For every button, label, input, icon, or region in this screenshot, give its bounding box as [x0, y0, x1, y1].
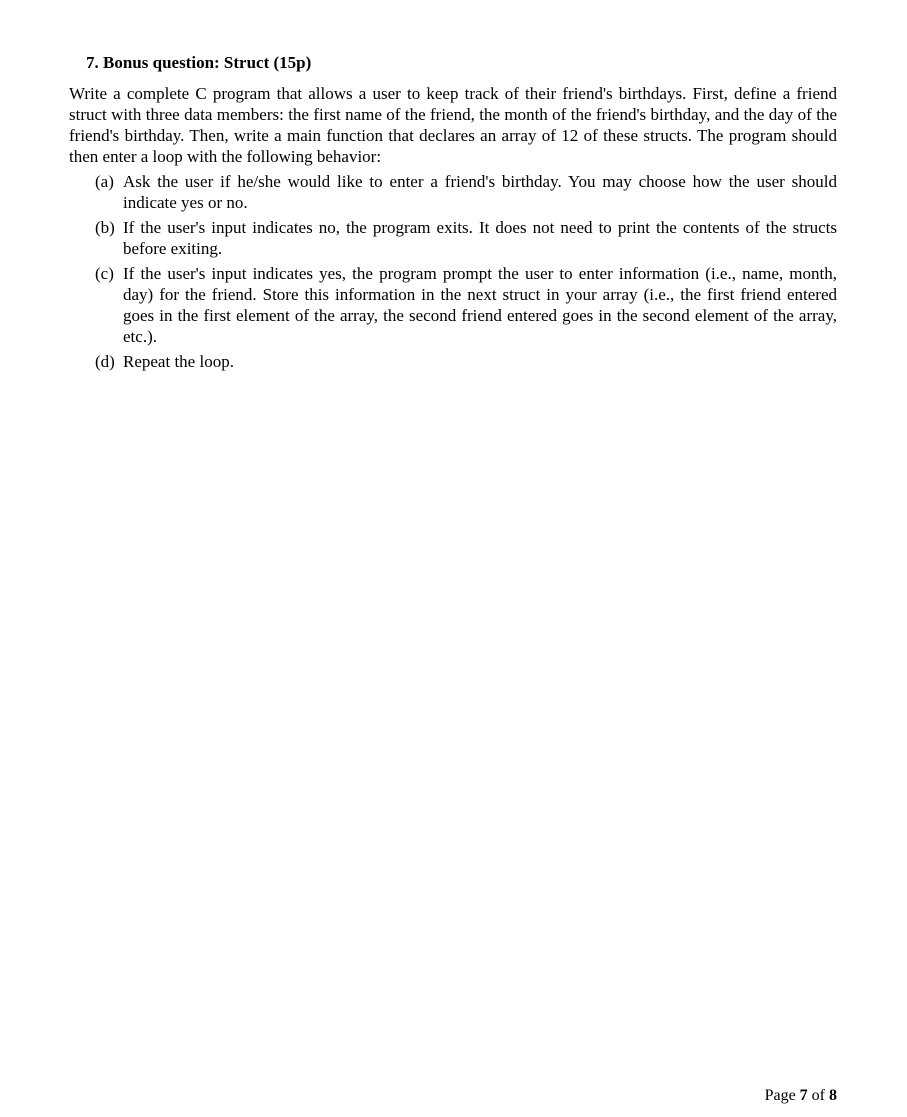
step-marker: (d): [95, 352, 115, 371]
question-intro: Write a complete C program that allows a user to keep track of their friend's birthdays. First, define a friend struct with three data members: the first name of the friend, the month of the friend's birthday, and the day of the friend's birthday. Then, write a main function that declares an array of 12 of these structs. The program should then enter a loop with the following behavior:: [69, 84, 837, 166]
step-marker: (a): [95, 172, 114, 191]
step-text: Repeat the loop.: [123, 352, 234, 371]
step-marker: (c): [95, 264, 114, 283]
step-item-d: [95, 351, 837, 372]
step-marker: (b): [95, 218, 115, 237]
question-title: 7. Bonus question: Struct (15p): [86, 53, 312, 72]
step-item-c: [95, 263, 837, 347]
step-text: If the user's input indicates no, the program exits. It does not need to print the contents of the structs before exiting.: [123, 218, 837, 258]
total-pages: 8: [829, 1087, 837, 1104]
current-page: 7: [799, 1087, 808, 1104]
step-text: If the user's input indicates yes, the program prompt the user to enter information (i.e., name, month, day) for the friend. Store this information in the next struct in your array (i.e., the first friend entered goes in the first element of the array, the second friend entered goes in the second element of the array, etc.).: [123, 264, 837, 346]
step-item-b: [95, 217, 837, 259]
page-number: [765, 1086, 837, 1106]
of-word: of: [811, 1087, 825, 1104]
step-text: Ask the user if he/she would like to enter a friend's birthday. You may choose how the user should indicate yes or no.: [123, 172, 837, 212]
step-item-a: [95, 171, 837, 213]
step-list: [95, 171, 837, 376]
page-word: Page: [764, 1087, 796, 1104]
